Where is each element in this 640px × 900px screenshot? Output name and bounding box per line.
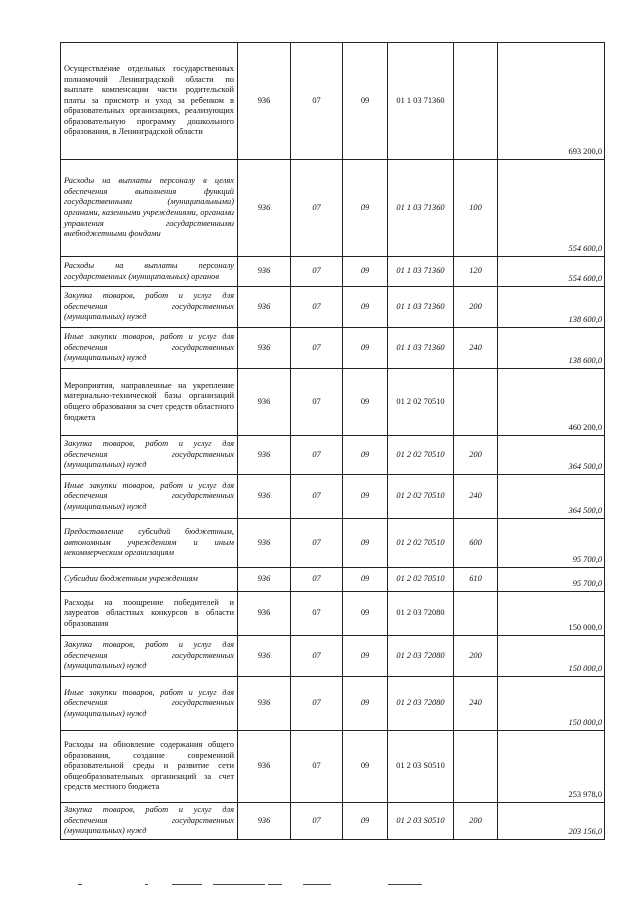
target-article-cell: 01 2 03 S0510	[388, 731, 454, 803]
table-row	[61, 257, 605, 287]
section-code-cell: 07	[291, 519, 343, 568]
table-row	[61, 43, 605, 160]
section-code-cell: 07	[291, 636, 343, 677]
subsection-code-cell: 09	[343, 731, 388, 803]
ministry-code-cell: 936	[238, 519, 291, 568]
table-row	[61, 636, 605, 677]
footer-scan-lines	[60, 884, 604, 888]
table-row	[61, 803, 605, 840]
section-code-cell: 07	[291, 677, 343, 731]
ministry-code-cell: 936	[238, 731, 291, 803]
section-code-cell: 07	[291, 43, 343, 160]
ministry-code-cell: 936	[238, 677, 291, 731]
row-name-cell: Закупка товаров, работ и услуг для обеспечения государственных (муниципальных) нужд	[61, 287, 238, 328]
amount-cell: 364 500,0	[498, 475, 605, 519]
section-code-cell: 07	[291, 160, 343, 257]
target-article-cell: 01 1 03 71360	[388, 257, 454, 287]
section-code-cell: 07	[291, 369, 343, 436]
amount-cell: 253 978,0	[498, 731, 605, 803]
expense-type-cell: 200	[454, 436, 498, 475]
row-name-cell: Осуществление отдельных государственных полномочий Ленинградской области по выплате компенсации части родительской платы за присмотр и уход за ребенком в образовательных организациях, реализующих образовательную программу дошкольного образования, в Ленинградской области	[61, 43, 238, 160]
section-code-cell: 07	[291, 475, 343, 519]
section-code-cell: 07	[291, 287, 343, 328]
ministry-code-cell: 936	[238, 803, 291, 840]
amount-cell: 95 700,0	[498, 519, 605, 568]
expense-type-cell: 240	[454, 677, 498, 731]
row-name-cell: Иные закупки товаров, работ и услуг для обеспечения государственных (муниципальных) нужд	[61, 475, 238, 519]
ministry-code-cell: 936	[238, 287, 291, 328]
subsection-code-cell: 09	[343, 160, 388, 257]
amount-cell: 95 700,0	[498, 568, 605, 592]
expense-type-cell: 100	[454, 160, 498, 257]
ministry-code-cell: 936	[238, 369, 291, 436]
amount-cell: 150 000,0	[498, 677, 605, 731]
ministry-code-cell: 936	[238, 568, 291, 592]
table-row	[61, 731, 605, 803]
subsection-code-cell: 09	[343, 369, 388, 436]
target-article-cell: 01 2 02 70510	[388, 369, 454, 436]
target-article-cell: 01 2 03 72080	[388, 636, 454, 677]
ministry-code-cell: 936	[238, 257, 291, 287]
row-name-cell: Мероприятия, направленные на укрепление материально-технической базы организаций общего образования за счет средств областного бюджета	[61, 369, 238, 436]
ministry-code-cell: 936	[238, 636, 291, 677]
row-name-cell: Расходы на выплаты персоналу государственных (муниципальных) органов	[61, 257, 238, 287]
row-name-cell: Закупка товаров, работ и услуг для обеспечения государственных (муниципальных) нужд	[61, 803, 238, 840]
subsection-code-cell: 09	[343, 257, 388, 287]
expense-type-cell: 240	[454, 475, 498, 519]
row-name-cell: Субсидии бюджетным учреждениям	[61, 568, 238, 592]
table-row	[61, 328, 605, 369]
expense-type-cell: 610	[454, 568, 498, 592]
target-article-cell: 01 2 02 70510	[388, 519, 454, 568]
target-article-cell: 01 1 03 71360	[388, 43, 454, 160]
expense-type-cell: 200	[454, 636, 498, 677]
target-article-cell: 01 2 02 70510	[388, 475, 454, 519]
target-article-cell: 01 2 03 72080	[388, 677, 454, 731]
table-row	[61, 369, 605, 436]
target-article-cell: 01 1 03 71360	[388, 160, 454, 257]
amount-cell: 693 200,0	[498, 43, 605, 160]
ministry-code-cell: 936	[238, 160, 291, 257]
expense-type-cell	[454, 43, 498, 160]
target-article-cell: 01 2 02 70510	[388, 568, 454, 592]
section-code-cell: 07	[291, 568, 343, 592]
table-row	[61, 436, 605, 475]
row-name-cell: Закупка товаров, работ и услуг для обеспечения государственных (муниципальных) нужд	[61, 636, 238, 677]
amount-cell: 138 600,0	[498, 287, 605, 328]
section-code-cell: 07	[291, 436, 343, 475]
table-row	[61, 287, 605, 328]
table-row	[61, 160, 605, 257]
section-code-cell: 07	[291, 328, 343, 369]
subsection-code-cell: 09	[343, 328, 388, 369]
section-code-cell: 07	[291, 257, 343, 287]
ministry-code-cell: 936	[238, 475, 291, 519]
expense-type-cell: 600	[454, 519, 498, 568]
section-code-cell: 07	[291, 803, 343, 840]
row-name-cell: Иные закупки товаров, работ и услуг для обеспечения государственных (муниципальных) нужд	[61, 328, 238, 369]
expense-type-cell: 120	[454, 257, 498, 287]
row-name-cell: Иные закупки товаров, работ и услуг для обеспечения государственных (муниципальных) нужд	[61, 677, 238, 731]
target-article-cell: 01 2 03 S0510	[388, 803, 454, 840]
subsection-code-cell: 09	[343, 475, 388, 519]
amount-cell: 150 000,0	[498, 636, 605, 677]
table-row	[61, 592, 605, 636]
subsection-code-cell: 09	[343, 803, 388, 840]
amount-cell: 554 600,0	[498, 160, 605, 257]
row-name-cell: Закупка товаров, работ и услуг для обеспечения государственных (муниципальных) нужд	[61, 436, 238, 475]
row-name-cell: Расходы на выплаты персоналу в целях обеспечения выполнения функций государственными (муниципальными) органами, казенными учреждениями, органами управления государственными внебюджетными фондами	[61, 160, 238, 257]
subsection-code-cell: 09	[343, 436, 388, 475]
amount-cell: 203 156,0	[498, 803, 605, 840]
amount-cell: 150 000,0	[498, 592, 605, 636]
subsection-code-cell: 09	[343, 592, 388, 636]
amount-cell: 554 600,0	[498, 257, 605, 287]
budget-table	[60, 42, 605, 840]
row-name-cell: Предоставление субсидий бюджетным, автономным учреждениям и иным некоммерческим организациям	[61, 519, 238, 568]
section-code-cell: 07	[291, 592, 343, 636]
expense-type-cell: 200	[454, 803, 498, 840]
target-article-cell: 01 2 02 70510	[388, 436, 454, 475]
table-row	[61, 568, 605, 592]
expense-type-cell	[454, 369, 498, 436]
ministry-code-cell: 936	[238, 328, 291, 369]
table-row	[61, 475, 605, 519]
subsection-code-cell: 09	[343, 677, 388, 731]
row-name-cell: Расходы на обновление содержания общего образования, создание современной образовательной среды и развитие сети общеобразовательных организаций за счет средств местного бюджета	[61, 731, 238, 803]
table-row	[61, 677, 605, 731]
ministry-code-cell: 936	[238, 43, 291, 160]
amount-cell: 460 200,0	[498, 369, 605, 436]
section-code-cell: 07	[291, 731, 343, 803]
subsection-code-cell: 09	[343, 568, 388, 592]
expense-type-cell: 240	[454, 328, 498, 369]
table-body	[61, 43, 605, 840]
amount-cell: 138 600,0	[498, 328, 605, 369]
target-article-cell: 01 2 03 72080	[388, 592, 454, 636]
subsection-code-cell: 09	[343, 43, 388, 160]
ministry-code-cell: 936	[238, 592, 291, 636]
expense-type-cell	[454, 592, 498, 636]
target-article-cell: 01 1 03 71360	[388, 287, 454, 328]
row-name-cell: Расходы на поощрение победителей и лауреатов областных конкурсов в области образования	[61, 592, 238, 636]
expense-type-cell: 200	[454, 287, 498, 328]
table-row	[61, 519, 605, 568]
ministry-code-cell: 936	[238, 436, 291, 475]
amount-cell: 364 500,0	[498, 436, 605, 475]
subsection-code-cell: 09	[343, 519, 388, 568]
target-article-cell: 01 1 03 71360	[388, 328, 454, 369]
subsection-code-cell: 09	[343, 636, 388, 677]
subsection-code-cell: 09	[343, 287, 388, 328]
expense-type-cell	[454, 731, 498, 803]
